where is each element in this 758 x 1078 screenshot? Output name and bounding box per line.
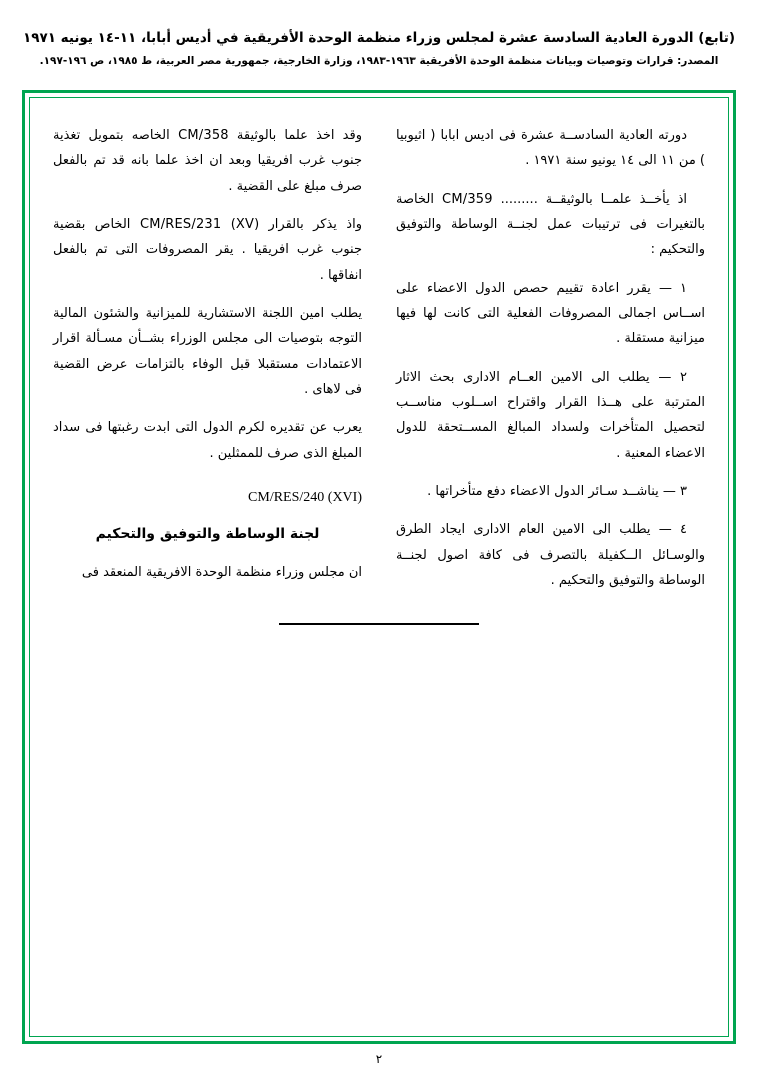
- paragraph-item-4: ٤ — يطلب الى الامين العام الادارى ايجاد الطرق والوسـائل الــكفيلة بالتصرف فى كافة اصول لجنــة الوساطة والتوفيق والتحكيم .: [396, 522, 705, 589]
- column-right: [396, 123, 705, 607]
- paragraph-note-3: يطلب امين اللجنة الاستشارية للميزانية والشئون المالية التوجه بتوصيات الى مجلس الوزراء بشــأن مسـألة اقرار الاعتمادات مستقبلا قبل الوفاء بالتزامات عرض القضية فى لاهاى .: [53, 306, 362, 398]
- paragraph-note-2: واذ يذكر بالقرار (XV) CM/RES/231 الخاص بقضية جنوب غرب افريقيا . يقر المصروفات التى تم بالفعل انفاقها .: [53, 217, 362, 283]
- page-number: ٢: [375, 1052, 383, 1066]
- section-heading: لجنة الوساطة والتوفيق والتحكيم: [95, 526, 320, 543]
- page-header: [0, 28, 758, 67]
- page-footer: [0, 1052, 758, 1066]
- header-title: (تابع) الدورة العادية السادسة عشرة لمجلس وزراء منظمة الوحدة الأفريقية في أديس أبابا، ١١-١٤ يونيه ١٩٧١: [23, 30, 735, 46]
- body-columns: [53, 123, 705, 607]
- paragraph-item-2: ٢ — يطلب الى الامين العــام الادارى بحث الاثار المترتبة على هــذا القرار واقتراح اســلوب مناســب لتحصيل المتأخرات ولسداد المبالغ المســتحقة للدول الاعضاء المعنية .: [396, 369, 705, 461]
- paragraph-item-3: ٣ — يناشــد سـائر الدول الاعضاء دفع متأخراتها .: [427, 484, 687, 500]
- paragraph-item-1: ١ — يقرر اعادة تقييم حصص الدول الاعضاء على اســاس اجمالى المصروفات الفعلية التى كانت لها فيها ميزانية مستقلة .: [396, 280, 705, 347]
- rule-line: [279, 623, 479, 625]
- resolution-code: CM/RES/240 (XVI): [248, 490, 362, 506]
- paragraph-cm359: اذ يأخــذ علمــا بالوثيقــة ......... CM/359 الخاصة بالتغيرات فى ترتيبات عمل لجنــة الوساطة والتوفيق والتحكيم :: [396, 191, 705, 258]
- column-left: [53, 123, 362, 607]
- paragraph-note-1: وقد اخذ علما بالوثيقة CM/358 الخاصه بتمويل تغذية جنوب غرب افريقيا وبعد ان اخذ علما بانه قد تم بالفعل صرف مبلغ على القضية .: [53, 128, 362, 194]
- horizontal-rule: [25, 623, 733, 625]
- paragraph-note-4: يعرب عن تقديره لكرم الدول التى ابدت رغبتها فى سداد المبلغ الذى صرف للممثلين .: [53, 420, 362, 461]
- green-border-frame: [22, 90, 736, 1044]
- header-source: المصدر: قرارات وتوصيات وبيانات منظمة الوحدة الأفريقية ١٩٦٣-١٩٨٣، وزارة الخارجية، جمهورية مصر العربية، ط ١٩٨٥، ص ١٩٦-١٩٧.: [39, 55, 719, 68]
- paragraph-session: دورته العادية السادســة عشرة فى اديس ابابا ( اثيوبيا ) من ١١ الى ١٤ يونيو سنة ١٩٧١ .: [396, 128, 705, 169]
- paragraph-closing: ان مجلس وزراء منظمة الوحدة الافريقية المنعقد فى: [81, 565, 362, 581]
